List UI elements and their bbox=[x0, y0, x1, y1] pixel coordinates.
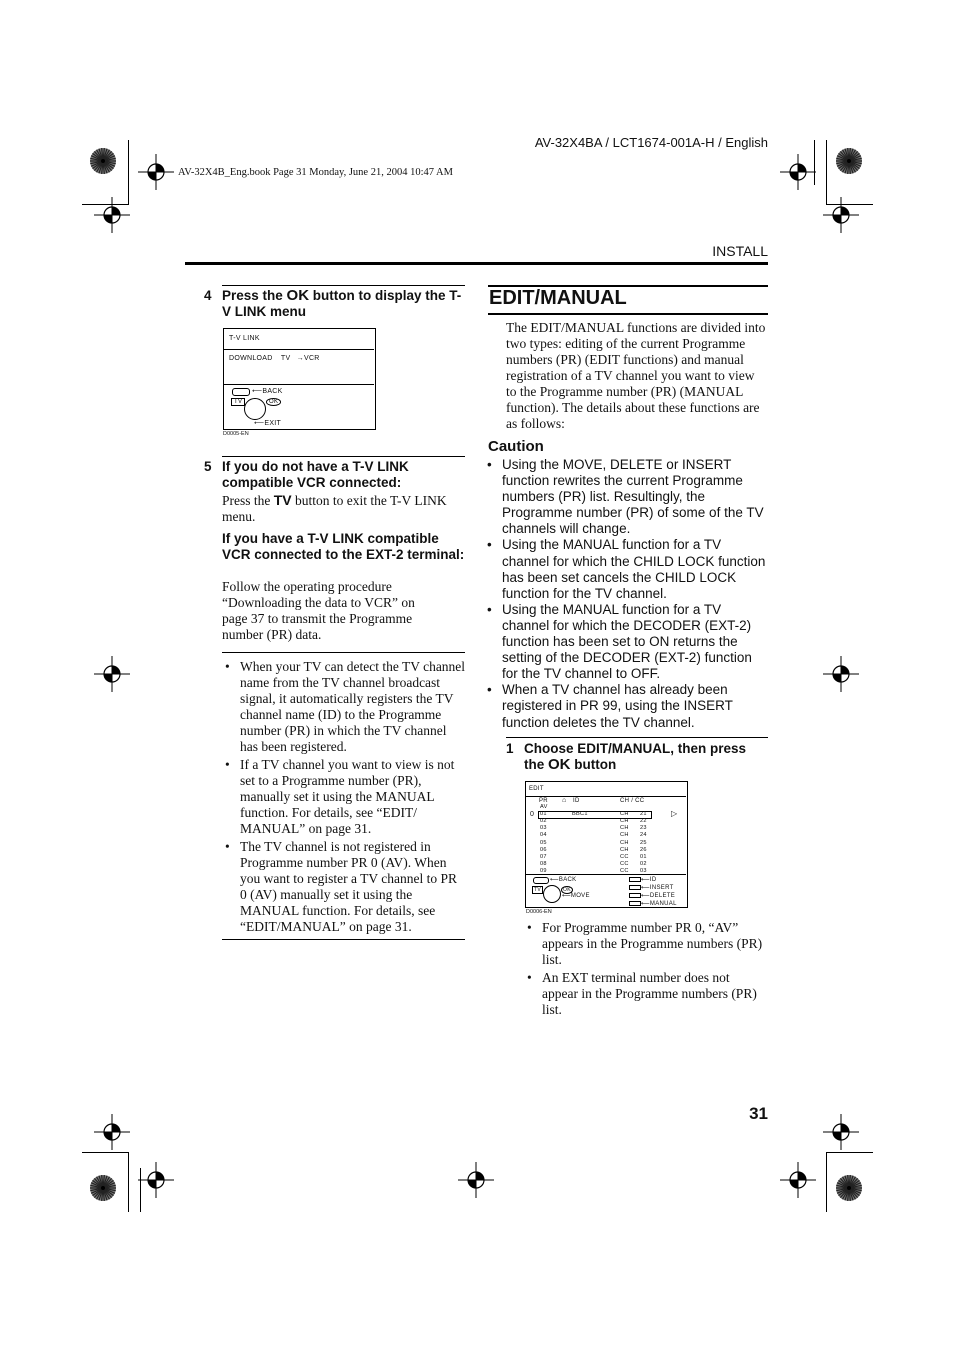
note-item: • An EXT terminal number does not appear in the Programme numbers (PR) list. bbox=[524, 970, 768, 1018]
step-4: 4 Press the OK button to display the T-V LINK menu bbox=[204, 287, 462, 319]
edit-row-cell: CC bbox=[620, 867, 629, 874]
edit-title: EDIT bbox=[529, 786, 544, 792]
edit-row-cell: 23 bbox=[640, 825, 647, 832]
ok-button-icon: OK bbox=[563, 887, 571, 893]
registration-mark-icon bbox=[138, 154, 174, 190]
edit-row-cell: 02 bbox=[540, 818, 547, 825]
step-number: 1 bbox=[506, 741, 514, 756]
edit-row-cell: 21 bbox=[640, 811, 647, 818]
arrow-right-icon: → bbox=[296, 355, 304, 362]
notes-bottom-rule bbox=[222, 939, 465, 940]
note-item: • If a TV channel you want to view is not set to a Programme number (PR), manually set it using the MANUAL function. For details, see “EDIT/ MANUAL” on page 31. bbox=[222, 757, 467, 837]
edit-row-cell: 01 bbox=[640, 853, 647, 860]
caution-heading: Caution bbox=[488, 438, 544, 455]
notes-top-rule bbox=[222, 652, 465, 653]
edit-row-cell: 03 bbox=[640, 867, 647, 874]
caution-list bbox=[484, 457, 768, 731]
edit-row-cell: CH bbox=[620, 811, 629, 818]
caution-item: • Using the MANUAL function for a TV channel for which the CHILD LOCK function has been set cancels the CHILD LOCK function for the TV channel. bbox=[484, 537, 768, 601]
document-id: AV-32X4BA / LCT1674-001A-H / English bbox=[534, 135, 768, 150]
edit-row-cell: CH bbox=[620, 839, 629, 846]
edit-screen: EDIT PR ⌂ ID CH / CC 0 ▷ AV 01 BBC1 CH 21 02 CH 22 03 CH 23 04 CH 24 05 CH 25 06 CH 26 07 CC 01 08 CC 02 09 CC 03 ⟵BACK TV OK ⟵MOVE ⟵ID ⟵INSERT ⟵DELETE ⟵MANUAL bbox=[525, 781, 688, 908]
registration-mark-icon bbox=[458, 1162, 494, 1198]
home-icon: ⌂ bbox=[562, 797, 567, 804]
ok-glyph: OK bbox=[548, 756, 571, 773]
edit-row-cell: CH bbox=[620, 818, 629, 825]
edit-row-cell: 08 bbox=[540, 860, 547, 867]
edit-row-cell: 01 bbox=[540, 811, 547, 818]
step-1: 1 Choose EDIT/MANUAL, then press the OK button bbox=[506, 741, 747, 773]
step5-heading: If you do not have a T-V LINK compatible VCR connected: bbox=[222, 459, 409, 490]
edit-row-cell: 26 bbox=[640, 846, 647, 853]
color-target-icon bbox=[835, 1174, 871, 1210]
book-stamp: AV-32X4B_Eng.book Page 31 Monday, June 21, 2004 10:47 AM bbox=[178, 167, 453, 178]
step1-top-rule bbox=[506, 737, 768, 738]
edit-row-cell: 04 bbox=[540, 832, 547, 839]
registration-mark-icon bbox=[823, 1114, 859, 1150]
col-id: ID bbox=[573, 798, 580, 804]
yellow-key-icon bbox=[629, 893, 641, 898]
registration-mark-icon bbox=[94, 1114, 130, 1150]
right-notes-list bbox=[524, 920, 768, 1018]
step-number: 5 bbox=[204, 459, 212, 474]
edit-row-cell: CH bbox=[620, 825, 629, 832]
registration-mark-icon bbox=[823, 656, 859, 692]
color-key-legend: ⟵ID ⟵INSERT ⟵DELETE ⟵MANUAL bbox=[629, 877, 677, 909]
edit-row-cell: CH bbox=[620, 832, 629, 839]
edit-row-cell: CH bbox=[620, 846, 629, 853]
step4-top-rule bbox=[222, 285, 465, 286]
crop-mark bbox=[128, 140, 129, 205]
header-rule bbox=[185, 262, 768, 265]
triangle-right-icon: ▷ bbox=[671, 809, 678, 818]
intro-text: The EDIT/MANUAL functions are divided into two types: editing of the current Programme numbers (PR) (EDIT functions) and manual registration of a TV channel you want to view to the Programme number (PR) (MANUAL function). The details about these functions are as follows: bbox=[506, 320, 766, 431]
edit-row-cell: CC bbox=[620, 853, 629, 860]
current-marker: 0 bbox=[530, 811, 535, 818]
edit-row-cell: AV bbox=[540, 804, 548, 810]
caution-item: • When a TV channel has already been registered in PR 99, using the INSERT function deletes the TV channel. bbox=[484, 682, 768, 730]
step5-subtext: Follow the operating procedure “Downloading the data to VCR” on page 37 to transmit the Programme number (PR) data. bbox=[222, 579, 415, 642]
crop-mark bbox=[826, 1152, 873, 1153]
note-item: • The TV channel is not registered in Programme number PR 0 (AV). When you want to register a TV channel to PR 0 (AV) manually set it using the MANUAL function. For details, see “EDIT/MANUAL” on page 31. bbox=[222, 839, 467, 935]
green-key-icon bbox=[629, 885, 641, 890]
caution-item: • Using the MOVE, DELETE or INSERT function rewrites the current Programme numbers (PR) list. Resultingly, the Programme number (PR) of some of the TV channels will change. bbox=[484, 457, 768, 537]
crop-mark bbox=[128, 1152, 129, 1212]
legend-id: ID bbox=[649, 877, 657, 884]
legend-delete: DELETE bbox=[649, 892, 676, 899]
ok-button-icon: OK bbox=[266, 398, 281, 406]
edit-row-cell: 25 bbox=[640, 839, 647, 846]
edit-row-cell: 09 bbox=[540, 867, 547, 874]
registration-mark-icon bbox=[780, 1162, 816, 1198]
edit-row-cell: 22 bbox=[640, 818, 647, 825]
title-bottom-rule bbox=[488, 313, 768, 315]
edit-row-cell: 24 bbox=[640, 832, 647, 839]
exit-label: EXIT bbox=[264, 420, 282, 427]
col-chcc: CH / CC bbox=[620, 798, 645, 804]
tvlink-download-row: DOWNLOAD TV →VCR bbox=[229, 355, 320, 362]
figure-code: D0006-EN bbox=[526, 909, 552, 915]
registration-mark-icon bbox=[138, 1162, 174, 1198]
back-label: BACK bbox=[262, 388, 283, 395]
note-item: • When your TV can detect the TV channel name from the TV channel broadcast signal, it automatically registers the TV channel name (ID) to the Programme number (PR) in which the TV channel has been registered. bbox=[222, 659, 467, 755]
legend-manual: MANUAL bbox=[649, 900, 677, 907]
registration-mark-icon bbox=[780, 154, 816, 190]
back-label: BACK bbox=[558, 877, 577, 883]
tv-button-icon: TV bbox=[534, 887, 541, 893]
color-target-icon bbox=[89, 1174, 125, 1210]
screen-divider bbox=[526, 796, 686, 797]
back-button-icon bbox=[232, 388, 250, 396]
note-item: • For Programme number PR 0, “AV” appears in the Programme numbers (PR) list. bbox=[524, 920, 768, 968]
edit-row-cell: BBC1 bbox=[572, 811, 588, 818]
blue-key-icon bbox=[629, 901, 641, 906]
legend-insert: INSERT bbox=[649, 884, 674, 891]
section-label: INSTALL bbox=[712, 243, 768, 259]
caution-item: • Using the MANUAL function for a TV channel for which the DECODER (EXT-2) function has been set to ON returns the setting of the DECODER (EXT-2) function for the TV channel to OFF. bbox=[484, 602, 768, 682]
registration-mark-icon bbox=[823, 197, 859, 233]
edit-row-cell: CC bbox=[620, 860, 629, 867]
tv-glyph: TV bbox=[273, 492, 292, 508]
screen-divider bbox=[526, 874, 686, 875]
step5-top-rule bbox=[222, 456, 465, 457]
crop-mark bbox=[826, 140, 827, 205]
tvlink-screen: T-V LINK DOWNLOAD TV →VCR ⟵BACK TV OK ⟵EXIT bbox=[223, 328, 376, 430]
edit-row-cell: 02 bbox=[640, 860, 647, 867]
tv-button-icon: TV bbox=[231, 398, 245, 406]
screen-divider bbox=[224, 384, 374, 385]
screen-divider bbox=[224, 349, 374, 350]
edit-row-cell: 07 bbox=[540, 853, 547, 860]
color-target-icon bbox=[835, 147, 871, 183]
step-number: 4 bbox=[204, 288, 212, 303]
crop-mark bbox=[82, 1152, 129, 1153]
step5-subheading: If you have a T-V LINK compatible VCR connected to the EXT-2 terminal: bbox=[222, 531, 465, 562]
edit-row-cell: 05 bbox=[540, 839, 547, 846]
tvlink-title: T-V LINK bbox=[229, 335, 260, 342]
dpad-icon bbox=[244, 398, 266, 420]
page-number: 31 bbox=[749, 1104, 768, 1123]
crop-mark bbox=[826, 1152, 827, 1212]
step-5 bbox=[204, 459, 467, 491]
col-pr: PR bbox=[539, 798, 548, 804]
section-title: EDIT/MANUAL bbox=[489, 287, 627, 309]
step5-text: Press the TV button to exit the T-V LINK menu. bbox=[222, 492, 447, 524]
move-label: MOVE bbox=[570, 893, 590, 899]
edit-row-cell: 03 bbox=[540, 825, 547, 832]
color-target-icon bbox=[89, 147, 125, 183]
red-key-icon bbox=[629, 877, 641, 882]
selected-row-highlight bbox=[538, 811, 652, 819]
registration-mark-icon bbox=[94, 656, 130, 692]
back-button-icon bbox=[533, 877, 549, 884]
registration-mark-icon bbox=[94, 197, 130, 233]
edit-row-cell: 06 bbox=[540, 846, 547, 853]
ok-glyph: OK bbox=[286, 287, 310, 304]
figure-code: D0005-EN bbox=[223, 431, 249, 437]
left-notes-list bbox=[222, 659, 467, 935]
dpad-icon bbox=[543, 885, 561, 903]
